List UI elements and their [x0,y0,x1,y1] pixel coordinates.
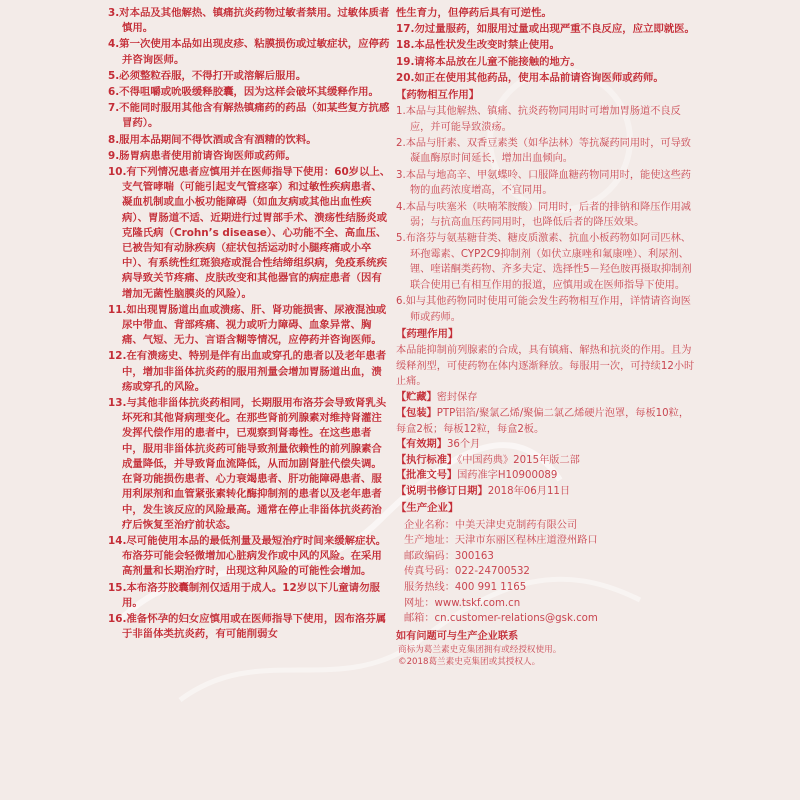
interaction-item: 5.布洛芬与氨基糖苷类、糖皮质激素、抗血小板药物如阿司匹林、环孢霉素、CYP2C9抑制剂（如伏立康唑和氟康唑）、利尿剂、锂、喹诺酮类药物、齐多夫定、选择性5－羟色胺再摄取抑制剂联合使用已有相互作用的报道，应慎用或在医师指导下使用。 [396,233,692,291]
precaution-6: 6.不得咀嚼或吮吸缓释胶囊，因为这样会破坏其缓释作用。 [108,86,379,99]
manufacturer-line: 生产地址：天津市东丽区程林庄道澄州路口 [404,535,598,547]
left-column [108,6,392,643]
pharmacology-heading: 【药理作用】 [396,327,459,340]
packaging-row [396,406,696,437]
precaution-13: 13.与其他非甾体抗炎药相同，长期服用布洛芬会导致肾乳头坏死和其他肾病理变化。在那些肾前列腺素对维持肾灌注发挥代偿作用的患者中，已观察到肾毒性。在这些患者中，服用非甾体抗炎药可能导致剂量依赖性的前列腺素合成量降低，并导致肾血流降低，从而加剧肾脏代偿失调。在肾功能损伤患者、心力衰竭患者、肝功能障碍患者、服用利尿剂和血管紧张素转化酶抑制剂的患者以及老年患者中，发生该反应的风险最高。通常在停止非甾体抗炎药治疗后恢复至治疗前状态。 [108,397,387,531]
standard-value: 《中国药典》2015年版二部 [457,454,580,466]
pharmacology-text: 本品能抑制前列腺素的合成，具有镇痛、解热和抗炎的作用。且为缓释剂型，可使药物在体内逐渐释放。每服用一次，可持续12小时止痛。 [396,345,695,387]
manufacturer-line: 企业名称：中美天津史克制药有限公司 [404,519,578,531]
interaction-item: 1.本品与其他解热、镇痛、抗炎药物同用时可增加胃肠道不良反应，并可能导致溃疡。 [396,106,681,133]
storage-row [396,390,696,406]
precaution-7: 7.不能同时服用其他含有解热镇痛药的药品（如某些复方抗感冒药）。 [108,102,390,130]
precaution-15: 15.本布洛芬胶囊制剂仅适用于成人。12岁以下儿童请勿服用。 [108,581,380,609]
manufacturer-line: 邮箱：cn.customer-relations@gsk.com [404,613,598,625]
revision-row [396,484,696,500]
storage-value: 密封保存 [436,392,478,404]
interaction-item: 3.本品与地高辛、甲氨蝶呤、口服降血糖药物同用时，能使这些药物的血药浓度增高，不宜同用。 [396,169,691,197]
precaution-16-continued: 性生育力，但停药后具有可逆性。 [396,7,552,19]
manufacturer-line: 网址：www.tskf.com.cn [404,597,521,609]
manufacturer-line: 服务热线：400 991 1165 [404,582,527,594]
validity-row [396,437,696,453]
interactions-heading: 【药物相互作用】 [396,89,480,102]
precaution-19: 19.请将本品放在儿童不能接触的地方。 [396,55,581,68]
approval-row [396,468,696,484]
interaction-item: 2.本品与肝素、双香豆素类（如华法林）等抗凝药同用时，可导致凝血酶原时间延长，增加出血倾向。 [396,138,691,165]
trademark-note: 商标为葛兰素史克集团拥有或经授权使用。 [398,645,562,656]
packaging-value: PTP铝箔/聚氯乙烯/聚偏二氯乙烯硬片泡罩，每板10粒，每盒2板；每板12粒，每盒2板。 [396,407,690,435]
precaution-11: 11.如出现胃肠道出血或溃疡、肝、肾功能损害、尿液混浊或尿中带血、背部疼痛、视力或听力障碍、血象异常、胸痛、气短、无力、言语含糊等情况，应停药并咨询医师。 [108,303,387,347]
validity-value: 36个月 [446,439,481,451]
precaution-20: 20.如正在使用其他药品，使用本品前请咨询医师或药师。 [396,71,664,84]
manufacturer-heading: 【生产企业】 [396,502,459,515]
precaution-9: 9.肠胃病患者使用前请咨询医师或药师。 [108,149,296,162]
precaution-4: 4.第一次使用本品如出现皮疹、粘膜损伤或过敏症状，应停药并咨询医师。 [108,38,390,66]
contact-note: 如有问题可与生产企业联系 [396,630,519,642]
interaction-item: 4.本品与呋塞米（呋喃苯胺酸）同用时，后者的排钠和降压作用减弱；与抗高血压药同用时，也降低后者的降压效果。 [396,201,691,229]
manufacturer-line: 传真号码：022-24700532 [404,566,530,578]
precaution-12: 12.在有溃疡史、特别是伴有出血或穿孔的患者以及老年患者中，增加非甾体抗炎药的服用剂量会增加胃肠道出血，溃疡或穿孔的风险。 [108,350,387,393]
revision-label: 【说明书修订日期】 [396,485,488,497]
precaution-10: 10.有下列情况患者应慎用并在医师指导下使用：60岁以上、支气管哮喘（可能引起支气管痉挛）和过敏性疾病患者、凝血机制或血小板功能障碍（如血友病或其他出血性疾病）、胃肠道不适、近期进行过胃部手术、溃疡性结肠炎或克隆氏病（Crohn’s disease）、心功能不全、高血压、已被告知有动脉疾病（症状包括运动时小腿疼痛或小卒中）、有系统性红斑狼疮或混合性结缔组织病，免疫系统疾病导致关节疼痛、皮肤改变和其他器官的病症患者（因有增加无菌性脑膜炎的风险）。 [108,166,391,300]
precaution-8: 8.服用本品期间不得饮酒或含有酒精的饮料。 [108,133,317,146]
storage-label: 【贮藏】 [396,392,437,404]
approval-value: 国药准字H10900089 [457,470,558,482]
revision-value: 2018年06月11日 [487,485,571,497]
precaution-16: 16.准备怀孕的妇女应慎用或在医师指导下使用，因布洛芬属于非甾体类抗炎药，有可能削弱女 [108,612,387,641]
precaution-3: 3.对本品及其他解热、镇痛抗炎药物过敏者禁用。过敏体质者慎用。 [108,7,390,35]
manufacturer-line: 邮政编码：300163 [404,550,494,562]
copyright-note: ©2018葛兰素史克集团或其授权人。 [398,657,541,668]
standard-label: 【执行标准】 [396,454,458,466]
right-column [396,6,696,668]
standard-row [396,453,696,469]
packaging-label: 【包装】 [396,407,437,419]
precaution-5: 5.必须整粒吞服，不得打开或溶解后服用。 [108,69,307,82]
validity-label: 【有效期】 [396,439,447,451]
precaution-17: 17.勿过量服药，如服用过量或出现严重不良反应，应立即就医。 [396,23,695,36]
precaution-14: 14.尽可能使用本品的最低剂量及最短治疗时间来缓解症状。布洛芬可能会轻微增加心脏病发作或中风的风险。在采用高剂量和长期治疗时，出现这种风险的可能性会增加。 [108,534,387,578]
interaction-item: 6.如与其他药物同时使用可能会发生药物相互作用，详情请咨询医师或药师。 [396,296,691,323]
precaution-18: 18.本品性状发生改变时禁止使用。 [396,39,560,52]
approval-label: 【批准文号】 [396,470,458,482]
